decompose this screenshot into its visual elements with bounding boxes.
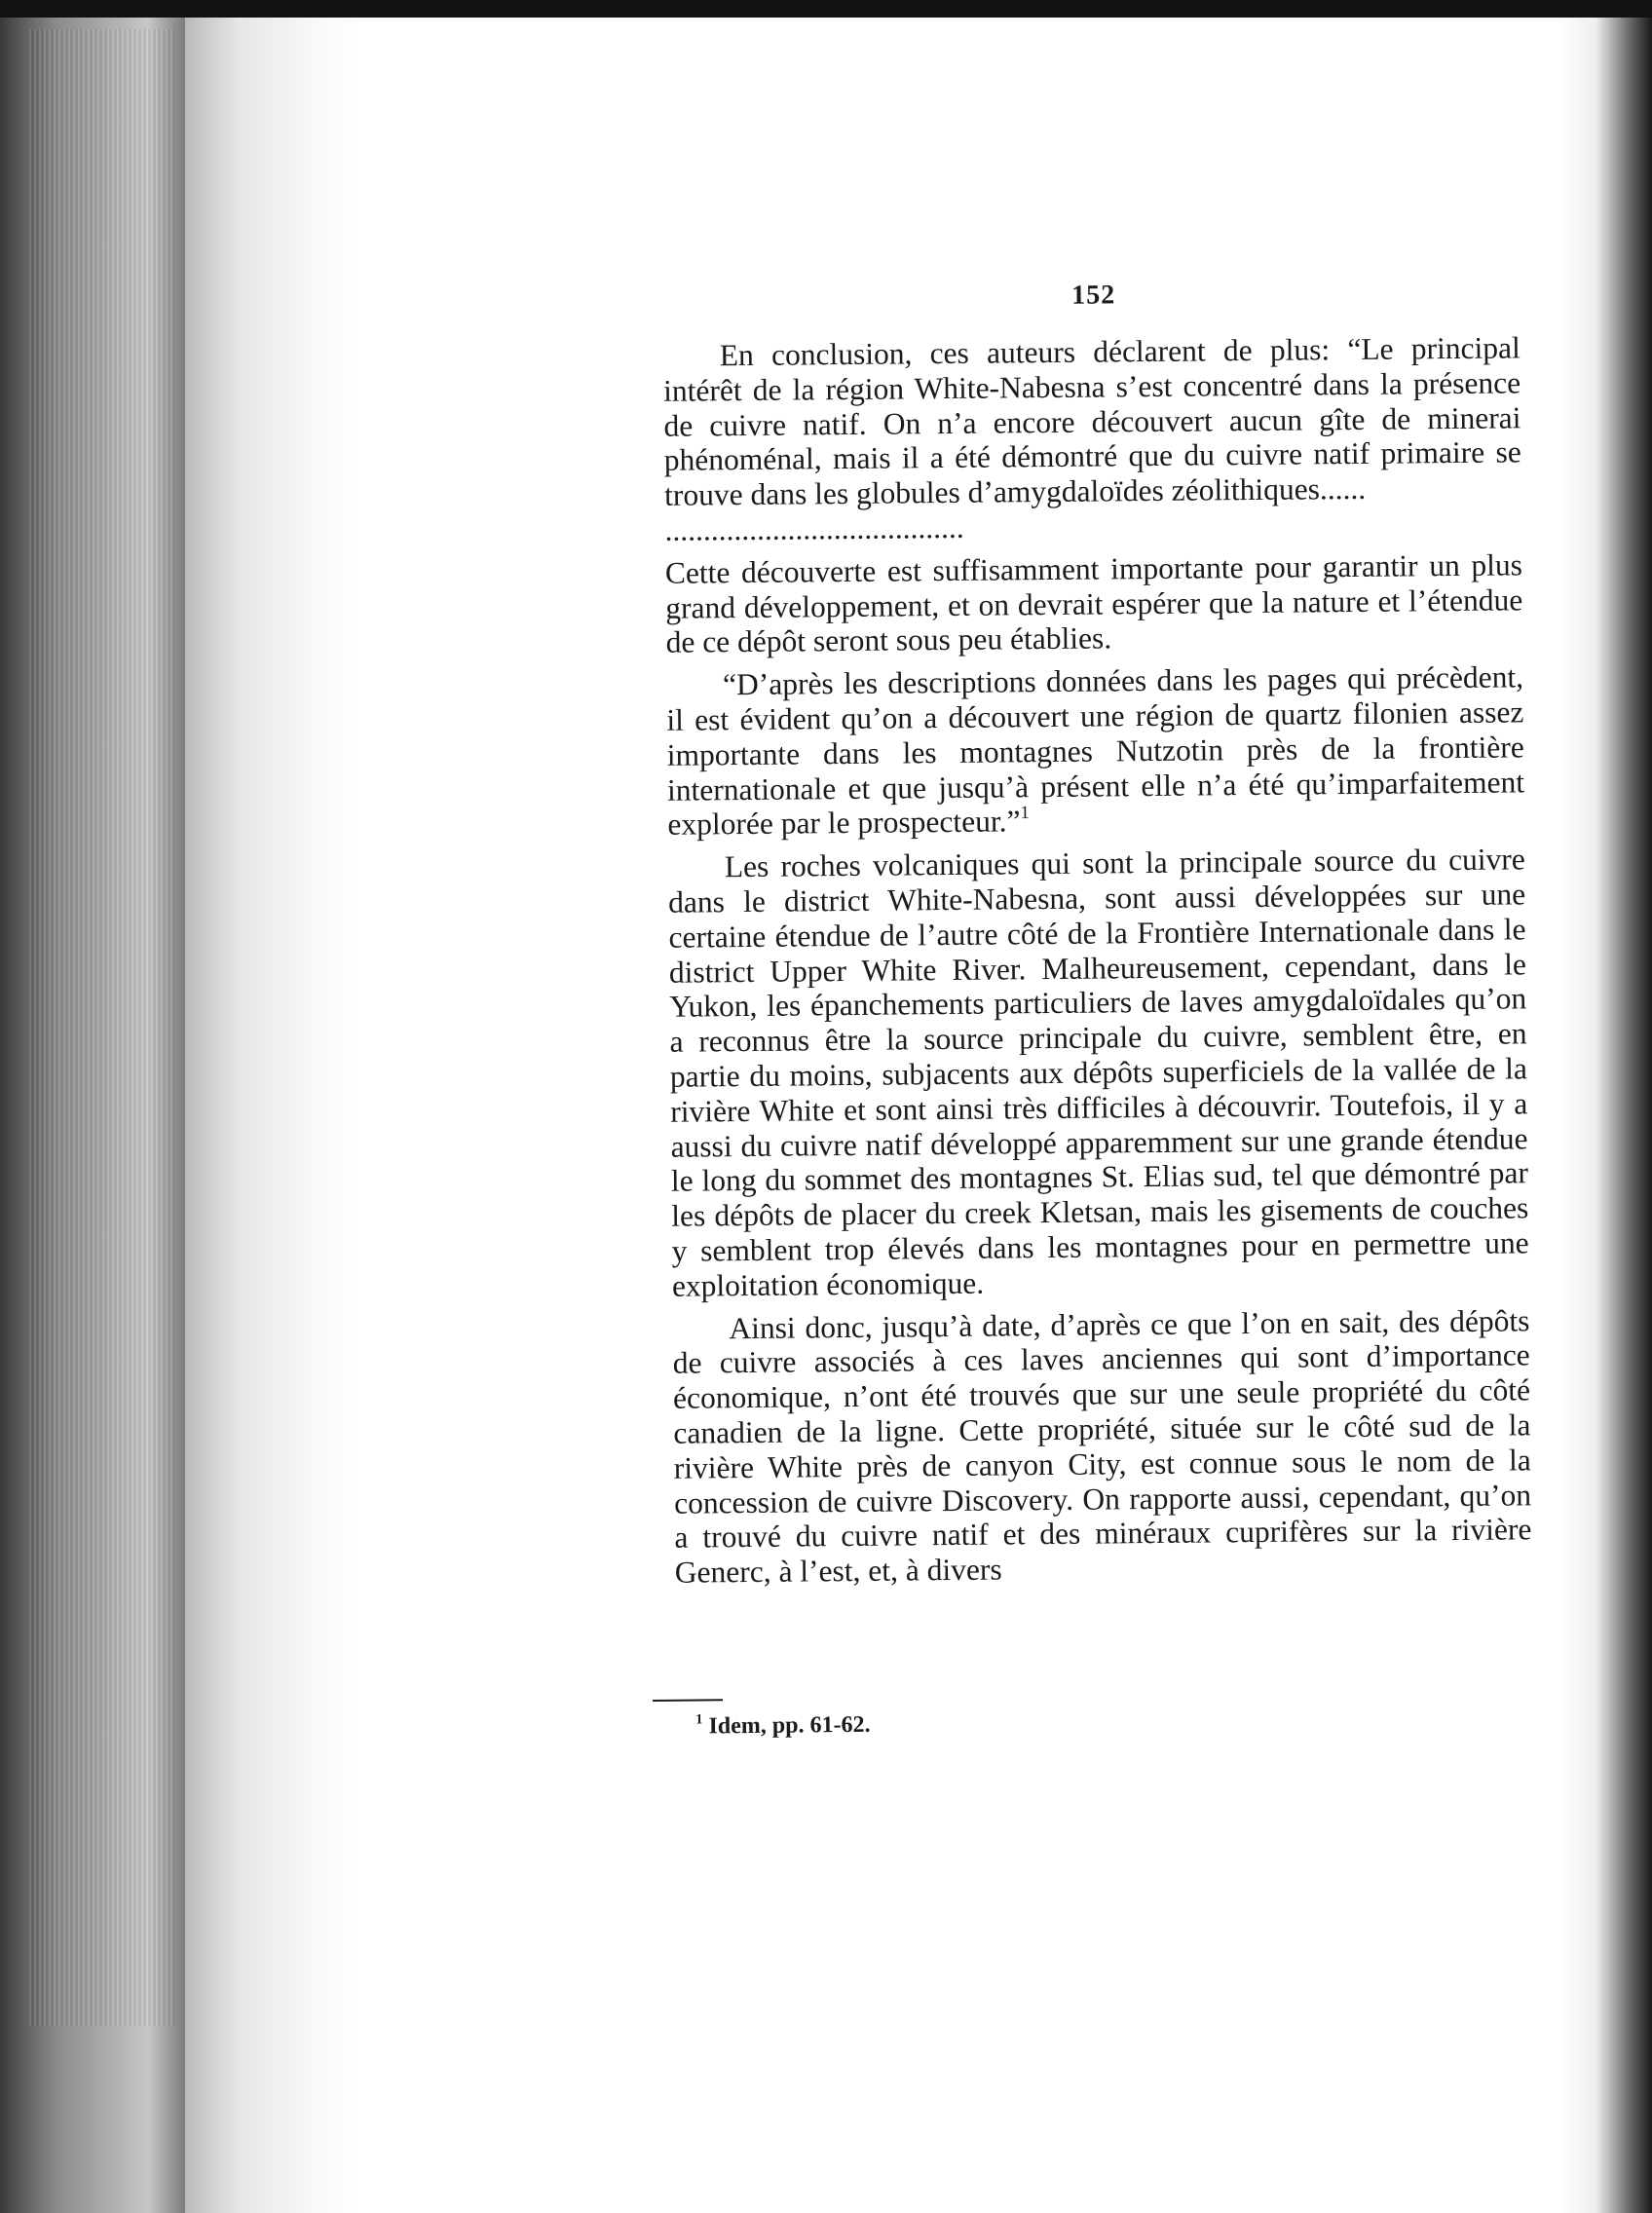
paragraph-text: “D’après les descriptions données dans les pages qui précèdent, il est évident qu’on a découvert une région de quartz filonien assez importante dans les montagnes Nutzotin près de la frontière internationale et que jusqu’à présent elle n’a été qu’imparfaitement explorée par le prospecteur.” (666, 659, 1525, 843)
paragraph-discovery: Cette découverte est suffisamment importante pour garantir un plus grand développement, et on devrait espérer que la nature et l’étendue de ce dépôt seront sous peu établies. (664, 547, 1523, 660)
footnote-text: Idem, pp. 61-62. (708, 1711, 871, 1740)
footnote-marker: 1 (695, 1711, 703, 1728)
paragraph-text: En conclusion, ces auteurs déclarent de plus: “Le principal intérêt de la région White-Nabesna s’est concentré dans la présence de cuivre natif. On n’a encore découvert aucun gîte de minerai phénoménal, mais il a été démontré que du cuivre natif primaire se trouve dans les globules d’amygdaloïdes zéolithiques...... (662, 330, 1521, 512)
footnote-divider (653, 1699, 723, 1702)
paragraph-conclusion (663, 330, 1522, 547)
gutter-shadow (185, 0, 360, 2213)
paragraph-descriptions (666, 660, 1525, 843)
page-content (643, 266, 1532, 1740)
footnote-reference: 1 (1020, 803, 1030, 824)
paragraph-volcanic-rocks: Les roches volcaniques qui sont la principale source du cuivre dans le district White-Nabesna, sont aussi développées sur une certaine étendue de l’autre côté de la Frontière Internationale dans le district Upper White River. Malheureusement, cependant, dans le Yukon, les épanchements particuliers de laves amygdaloïdales qu’on a reconnus être la source principale du cuivre, semblent être, en partie du moins, subjacents aux dépôts superficiels de la vallée de la rivière White et sont ainsi très difficiles à découvrir. Toutefois, il y a aussi du cuivre natif développé apparemment sur une grande étendue le long du sommet des montagnes St. Elias sud, tel que démontré par les dépôts de placer du creek Kletsan, mais les gisements de couches y semblent trop élevés dans les montagnes pour en permettre une exploitation économique. (668, 842, 1529, 1303)
right-edge-shadow (1558, 0, 1652, 2213)
paragraph-ainsi-donc: Ainsi donc, jusqu’à date, d’après ce que l’on en sait, des dépôts de cuivre associés à ces laves anciennes qui sont d’importance économique, n’ont été trouvés que sur une seule propriété du côté canadien de la ligne. Cette propriété, située sur le côté sud de la rivière White près de canyon City, est connue sous le nom de la concession de cuivre Discovery. On rapporte aussi, cependant, qu’on a trouvé du cuivre natif et des minéraux cuprifères sur la rivière Generc, à l’est, et, à divers (672, 1302, 1532, 1590)
page-edges-texture (29, 29, 175, 2026)
ellipsis-line: ....................................... (664, 509, 964, 547)
page-number: 152 (1071, 280, 1116, 311)
book-edge (0, 0, 185, 2213)
body-text (663, 330, 1532, 1597)
footnote (695, 1712, 870, 1741)
top-scan-border (0, 0, 1652, 18)
